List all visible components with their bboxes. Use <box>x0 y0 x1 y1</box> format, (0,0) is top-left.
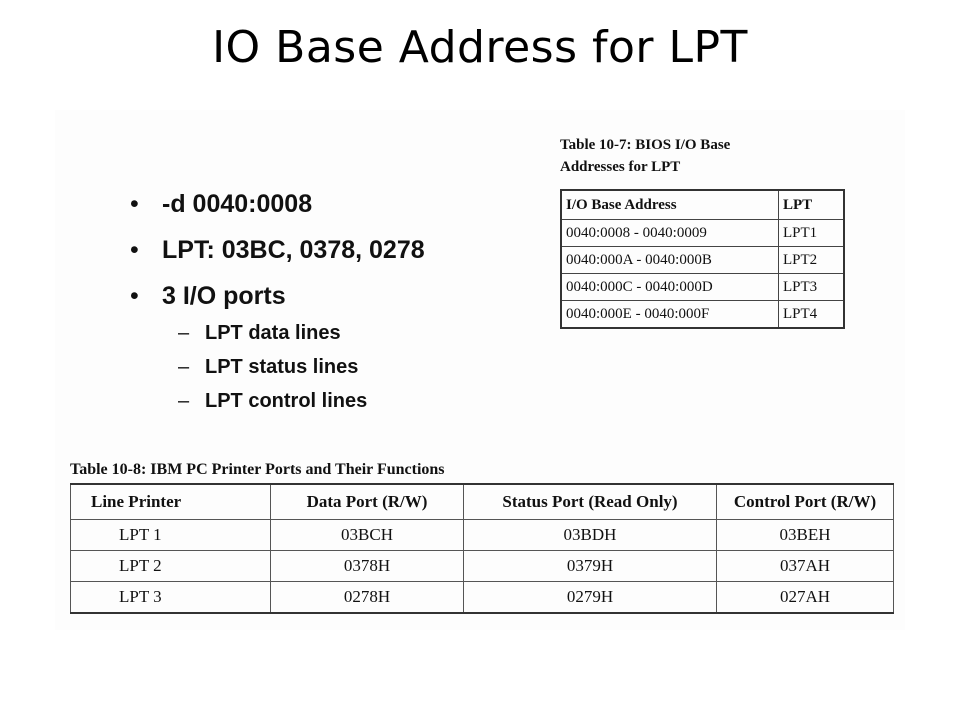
table-cell: 027AH <box>717 582 894 614</box>
table1-caption-line1: Table 10-7: BIOS I/O Base <box>560 137 731 153</box>
printer-ports-table <box>70 483 894 614</box>
table-row <box>561 247 844 274</box>
header-cell: Control Port (R/W) <box>717 484 894 520</box>
header-cell: Status Port (Read Only) <box>464 484 717 520</box>
bullet-text: 3 I/O ports <box>162 282 286 310</box>
bullet-item <box>130 284 425 309</box>
header-cell: Data Port (R/W) <box>271 484 464 520</box>
table-cell: 0040:000C - 0040:000D <box>561 274 779 301</box>
bullet-dot-icon: • <box>130 236 139 264</box>
table-cell: 037AH <box>717 551 894 582</box>
table-header-row <box>561 190 844 220</box>
sub-bullet-text: LPT data lines <box>205 322 341 344</box>
sub-bullet-item <box>130 323 425 343</box>
table1-caption-line2: Addresses for LPT <box>560 159 681 175</box>
table-row <box>561 220 844 247</box>
slide-title: IO Base Address for LPT <box>212 22 748 73</box>
sub-bullet-item <box>130 391 425 411</box>
dash-icon: – <box>178 356 190 378</box>
dash-icon: – <box>178 390 190 412</box>
table-cell: LPT3 <box>779 274 845 301</box>
bios-lpt-address-table <box>560 189 845 329</box>
header-cell: Line Printer <box>71 484 271 520</box>
table-cell: 03BCH <box>271 520 464 551</box>
table-row <box>71 551 894 582</box>
bullet-dot-icon: • <box>130 282 139 310</box>
header-cell: LPT <box>779 190 845 220</box>
table-cell: LPT 2 <box>71 551 271 582</box>
table-cell: 03BDH <box>464 520 717 551</box>
sub-bullet-text: LPT status lines <box>205 356 359 378</box>
table-cell: LPT2 <box>779 247 845 274</box>
table2-caption: Table 10-8: IBM PC Printer Ports and Their Functions <box>70 461 445 478</box>
table-cell: 0040:000E - 0040:000F <box>561 301 779 329</box>
bullet-text: -d 0040:0008 <box>162 190 313 218</box>
bullet-list <box>130 192 425 425</box>
dash-icon: – <box>178 322 190 344</box>
table-header-row <box>71 484 894 520</box>
table-row <box>561 301 844 329</box>
table-row <box>71 520 894 551</box>
bullet-text: LPT: 03BC, 0378, 0278 <box>162 236 425 264</box>
header-cell: I/O Base Address <box>561 190 779 220</box>
table-cell: 03BEH <box>717 520 894 551</box>
table-row <box>561 274 844 301</box>
bullet-item <box>130 192 425 217</box>
table-cell: LPT 1 <box>71 520 271 551</box>
table-cell: 0379H <box>464 551 717 582</box>
table-cell: LPT 3 <box>71 582 271 614</box>
sub-bullet-text: LPT control lines <box>205 390 368 412</box>
table-cell: 0378H <box>271 551 464 582</box>
table-cell: LPT4 <box>779 301 845 329</box>
table-cell: LPT1 <box>779 220 845 247</box>
bullet-dot-icon: • <box>130 190 139 218</box>
bullet-item <box>130 238 425 263</box>
sub-bullet-item <box>130 357 425 377</box>
table-cell: 0278H <box>271 582 464 614</box>
table-row <box>71 582 894 614</box>
table1-caption <box>560 134 820 178</box>
table-cell: 0040:0008 - 0040:0009 <box>561 220 779 247</box>
table-cell: 0279H <box>464 582 717 614</box>
table-cell: 0040:000A - 0040:000B <box>561 247 779 274</box>
